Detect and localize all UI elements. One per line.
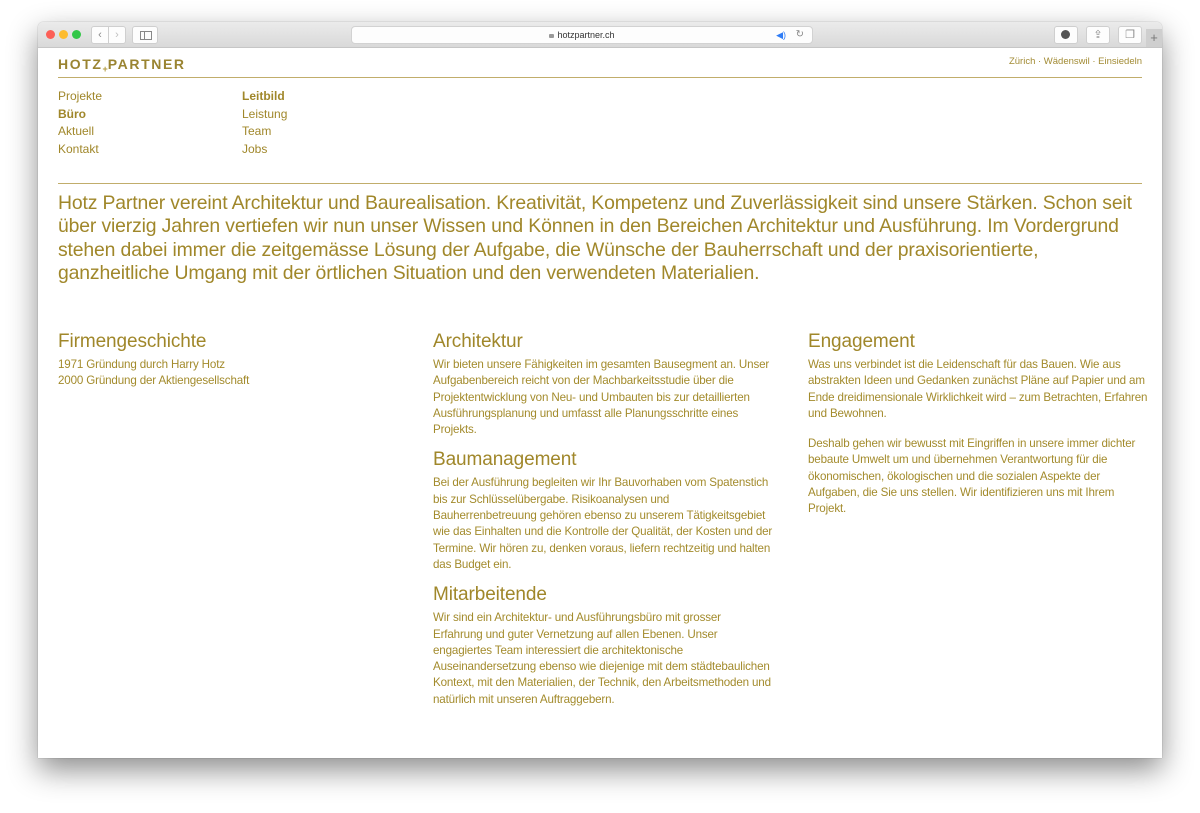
subnav-item-leitbild[interactable]: Leitbild [242,89,285,103]
logo-text-right: PARTNER [107,56,186,72]
chevron-left-icon: ‹ [98,29,102,41]
downloads-button[interactable] [1054,26,1078,44]
sub-nav [242,88,287,158]
tabs-icon: ❐ [1125,29,1135,41]
download-icon [1061,30,1070,39]
url-text: hotzpartner.ch [557,30,615,40]
forward-button[interactable] [108,26,126,44]
subnav-item-leistung[interactable]: Leistung [242,106,288,121]
section-baumanagement [433,448,773,573]
chevron-right-icon: › [115,29,119,41]
nav-item-projekte[interactable]: Projekte [58,89,103,103]
section-title: Firmengeschichte [58,331,207,352]
logo-plus-mark: + [102,64,108,74]
logo-text-left: HOTZ [58,56,103,72]
nav-item-buero[interactable]: Büro [58,106,86,121]
speaker-icon[interactable]: ◀) [776,30,786,40]
history-line: 2000 Gründung der Aktiengesellschaft [58,374,250,388]
column-middle [433,330,773,718]
zoom-window-button[interactable] [72,30,81,39]
browser-toolbar [38,22,1162,48]
section-text: Wir sind ein Architektur- und Ausführungsbüro mit grosser Erfahrung und guter Vernetzung auf allen Ebenen. Unser engagiertes Team interessiert die architektonische Auseinandersetzung ebenso wie diejenige mit dem städtebaulichen Kontext, mit den Materialien, der Technik, den Arbeitsmethoden und natürlich mit unseren Auftraggebern. [433,611,771,706]
browser-window [38,22,1162,758]
section-title: Mitarbeitende [433,584,547,606]
site-logo[interactable] [58,56,186,72]
lock-icon [549,34,554,38]
section-architektur [433,330,773,438]
share-icon: ⇪ [1093,29,1103,41]
reload-icon[interactable]: ↻ [795,29,804,40]
main-nav [58,88,102,158]
history-line: 1971 Gründung durch Harry Hotz [58,358,225,371]
minimize-window-button[interactable] [59,30,68,39]
share-button[interactable] [1086,26,1110,44]
new-tab-button[interactable]: + [1146,29,1162,47]
nav-item-kontakt[interactable]: Kontakt [58,141,99,156]
header-divider [58,77,1142,78]
sidebar-toggle-button[interactable] [132,26,158,44]
section-title: Architektur [433,331,523,352]
section-text: Deshalb gehen wir bewusst mit Eingriffen in unsere immer dichter bebaute Umwelt um und übernehmen Verantwortung für die ökonomischen, ökologischen und die sozialen Aspekte der Aufgaben, die Sie uns stellen. Wir identifizieren uns mit Ihrem Projekt. [808,437,1136,516]
nav-item-aktuell[interactable]: Aktuell [58,124,95,139]
back-button[interactable] [91,26,109,44]
address-bar[interactable] [351,26,813,44]
section-text: Was uns verbindet ist die Leidenschaft für das Bauen. Wie aus abstrakten Ideen und Gedanken zunächst Pläne auf Papier und am Ende dreidimensionale Wirklichkeit wird – zum Betrachten, Erfahren und Bewohnen. [808,358,1148,420]
section-title: Engagement [808,331,915,352]
show-tabs-button[interactable] [1118,26,1142,44]
locations-text: Zürich · Wädenswil · Einsiedeln [1008,56,1142,67]
section-text: Bei der Ausführung begleiten wir Ihr Bauvorhaben vom Spatenstich bis zur Schlüsselübergabe. Risikoanalysen und Bauherrenbetreuung gehören ebenso zu unserem Tätigkeitsgebiet wie das Einhalten und die Kontrolle der Qualität, der Kosten und der Termine. Wir hören zu, denken voraus, liefern rechtzeitig und halten das Budget ein. [433,476,773,571]
close-window-button[interactable] [46,30,55,39]
intro-divider [58,183,1142,184]
subnav-item-team[interactable]: Team [242,124,272,139]
column-right [808,330,1148,528]
subnav-item-jobs[interactable]: Jobs [242,141,268,156]
section-firmengeschichte [58,330,398,390]
section-engagement [808,330,1148,518]
column-left [58,330,398,400]
section-mitarbeitende [433,583,773,708]
section-title: Baumanagement [433,449,577,471]
web-page [38,48,1162,758]
section-text: Wir bieten unsere Fähigkeiten im gesamten Bausegment an. Unser Aufgabenbereich reicht von der Machbarkeitsstudie über die Projektentwicklung von Neu- und Umbauten bis zur detaillierten Ausführungsplanung und umfasst alle Planungsschritte eines Projekts. [433,358,770,437]
intro-text: Hotz Partner vereint Architektur und Baurealisation. Kreativität, Kompetenz und Zuverlässigkeit sind unsere Stärken. Schon seit über vierzig Jahren vertiefen wir nun unser Wissen und Können in den Bereichen Architektur und Ausführung. Im Vordergrund stehen dabei immer die zeitgemässe Lösung der Aufgabe, die Wünsche der Bauherrschaft und der praxisorientierte, ganzheitliche Umgang mit der örtlichen Situation und den verwendeten Materialien. [58,192,1132,284]
sidebar-icon [140,31,152,40]
